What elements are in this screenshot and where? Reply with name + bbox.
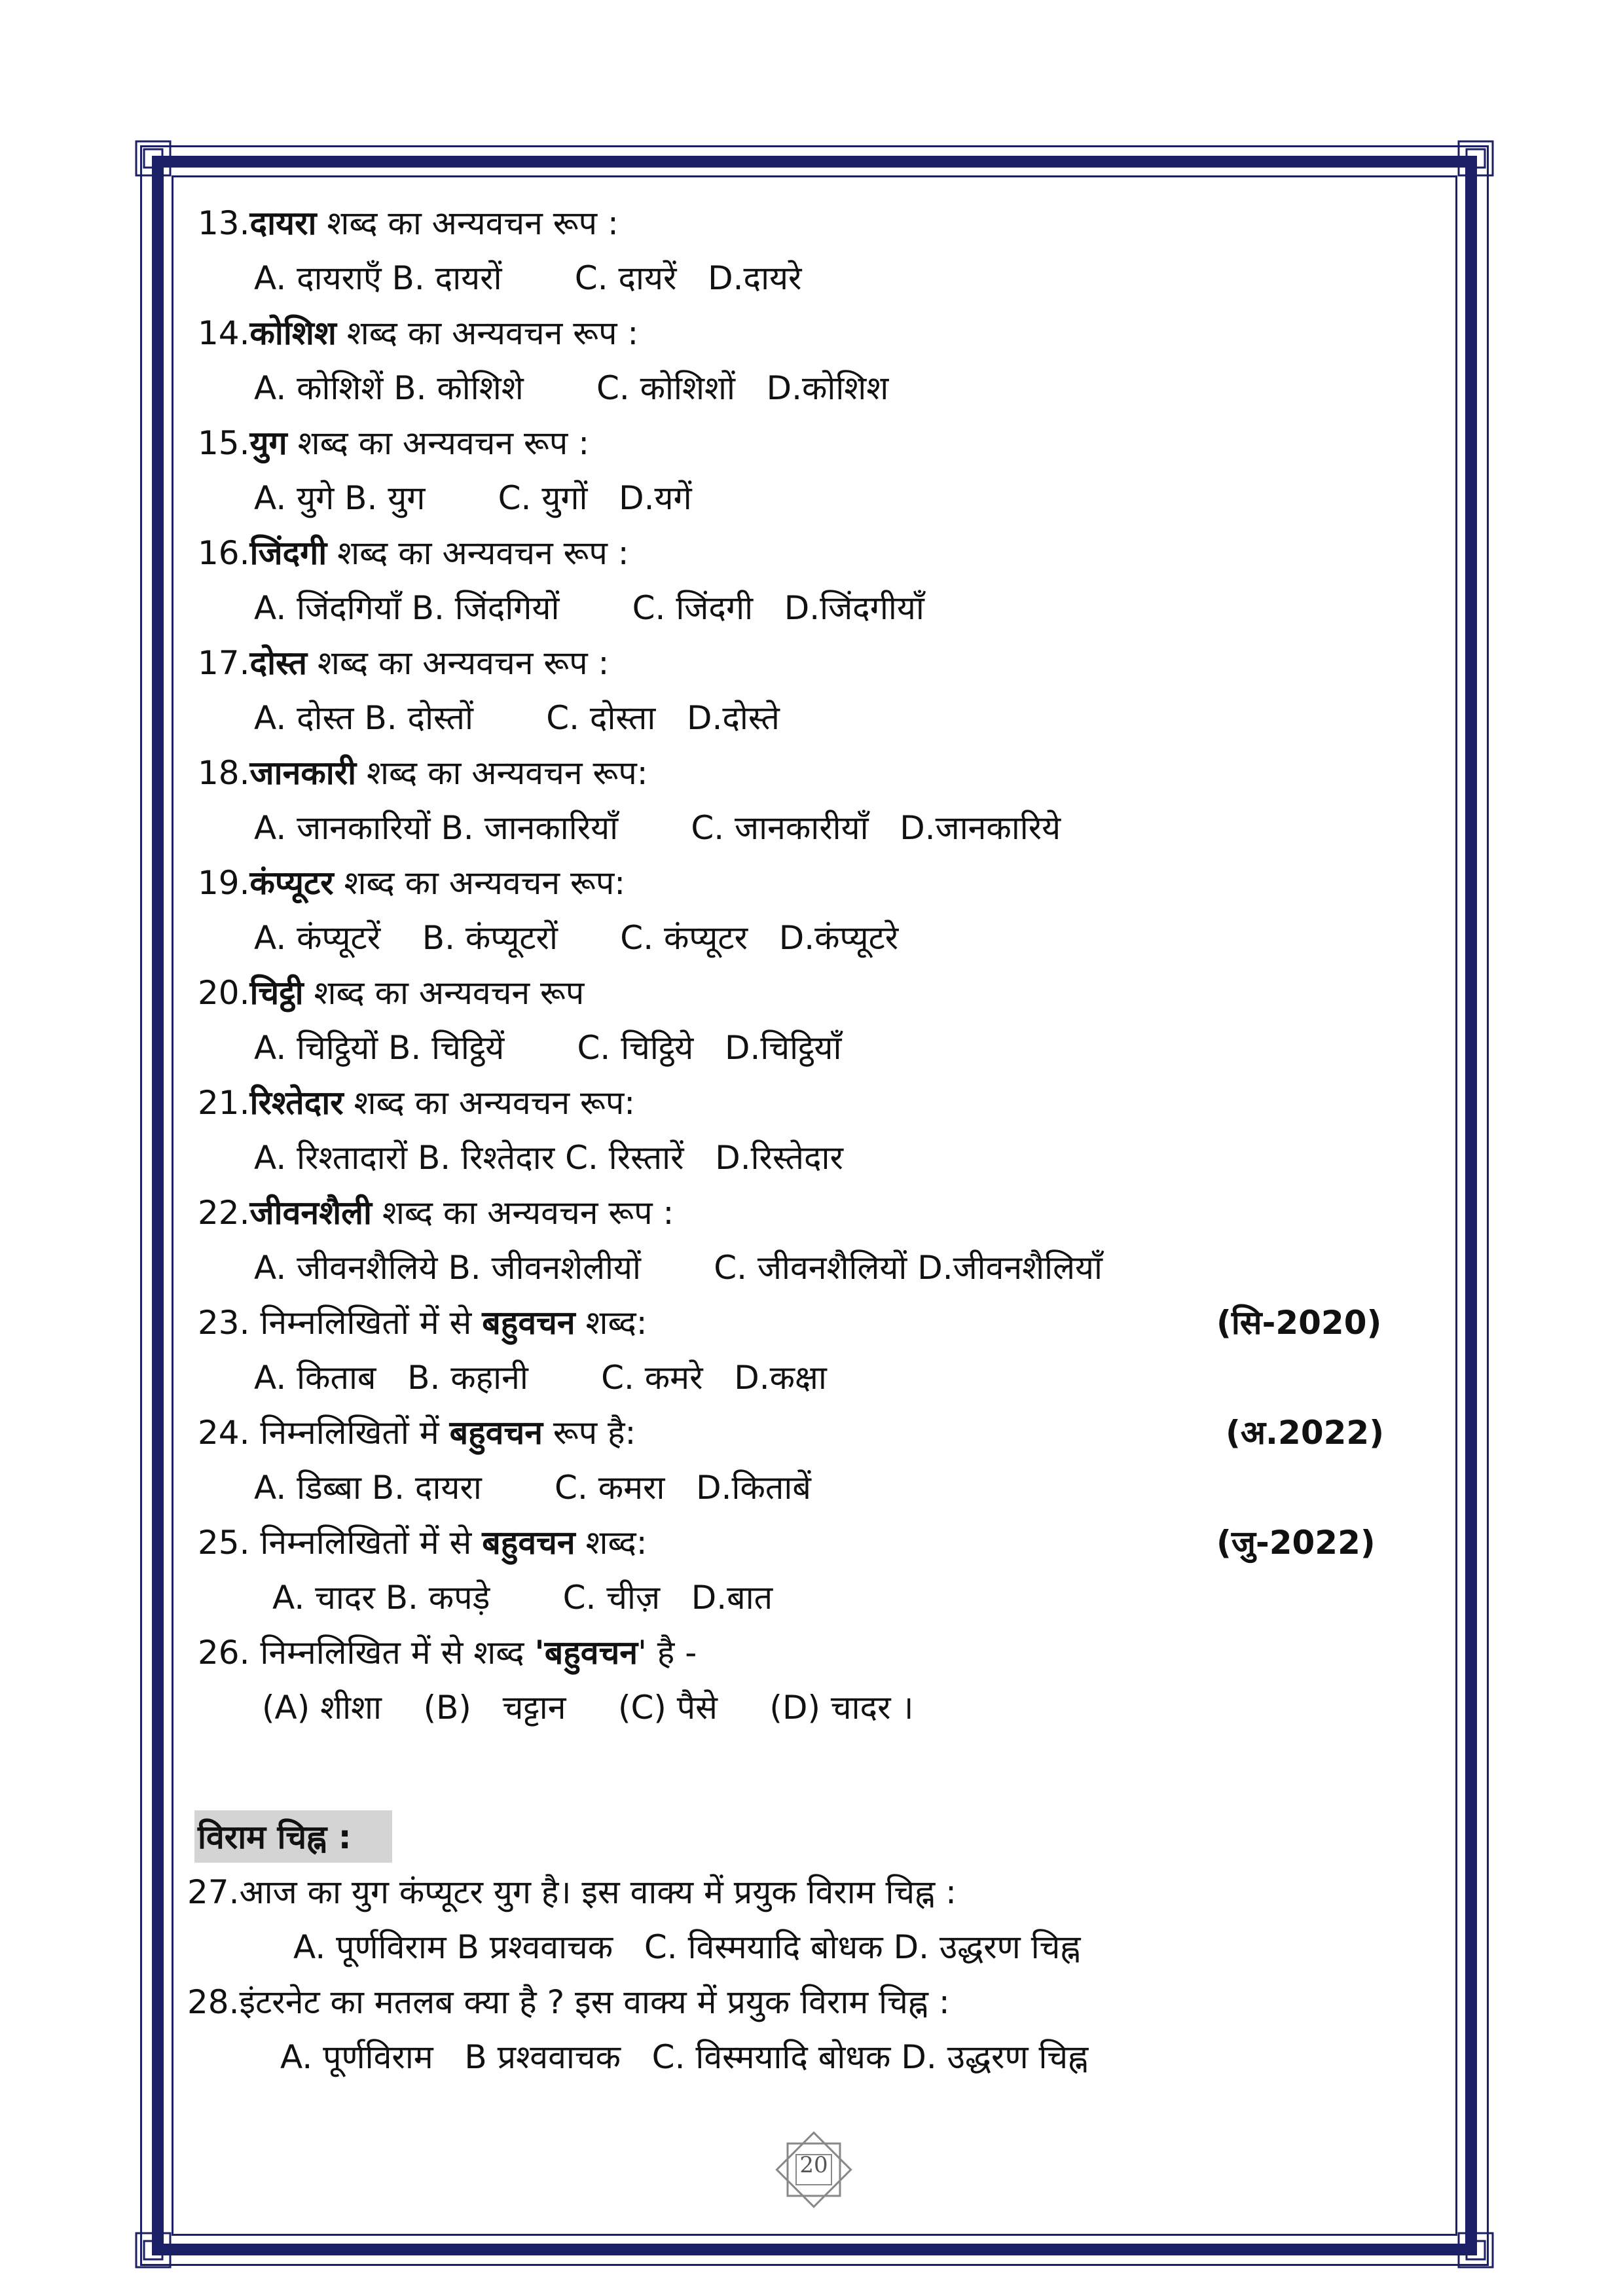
question-word: कोशिश xyxy=(249,314,337,352)
question-26 xyxy=(198,1630,697,1676)
question-number: 15. xyxy=(198,424,250,462)
question-stem: 23. निम्नलिखितों में से xyxy=(198,1304,483,1342)
question-16 xyxy=(198,530,629,576)
question-25-options: A. चादर B. कपड़े C. चीज़ D.बात xyxy=(272,1579,773,1617)
question-word: चिट्ठी xyxy=(249,974,304,1012)
question-stem: शब्द का अन्यवचन रूप xyxy=(303,974,585,1012)
question-word: जीवनशैली xyxy=(249,1194,372,1232)
question-stem: शब्द का अन्यवचन रूप : xyxy=(316,204,619,242)
question-19 xyxy=(198,860,625,906)
question-18 xyxy=(198,750,648,796)
question-stem: शब्द का अन्यवचन रूप: xyxy=(333,864,626,902)
question-27: 27.आज का युग कंप्यूटर युग है। इस वाक्य में प्रयुक विराम चिह्न : xyxy=(187,1873,957,1911)
question-keyword: बहुवचन xyxy=(482,1524,575,1562)
question-14-options: A. कोशिशें B. कोशिशे C. कोशिशों D.कोशिश xyxy=(254,369,889,407)
question-number: 19. xyxy=(198,864,250,902)
question-word: दोस्त xyxy=(249,644,307,682)
question-17 xyxy=(198,640,609,686)
exam-tag: (अ.2022) xyxy=(1226,1414,1385,1452)
question-stem-end: शब्द: xyxy=(575,1524,647,1562)
question-keyword: बहुवचन xyxy=(449,1414,543,1452)
question-15 xyxy=(198,420,589,466)
question-stem: शब्द का अन्यवचन रूप : xyxy=(336,314,639,352)
question-23 xyxy=(198,1300,647,1346)
question-stem: शब्द का अन्यवचन रूप : xyxy=(287,424,590,462)
question-stem: शब्द का अन्यवचन रूप : xyxy=(306,644,610,682)
question-number: 13. xyxy=(198,204,250,242)
question-number: 20. xyxy=(198,974,250,1012)
question-17-options: A. दोस्त B. दोस्तों C. दोस्ता D.दोस्ते xyxy=(254,699,780,737)
question-number: 21. xyxy=(198,1084,250,1122)
question-stem: 25. निम्नलिखितों में से xyxy=(198,1524,483,1562)
question-number: 22. xyxy=(198,1194,250,1232)
question-14 xyxy=(198,310,638,356)
question-16-options: A. जिंदगियाँ B. जिंदगियों C. जिंदगी D.जिंदगीयाँ xyxy=(254,589,924,627)
question-word: रिश्तेदार xyxy=(249,1084,344,1122)
question-21-options: A. रिश्तादारों B. रिश्तेदार C. रिस्तारें D.रिस्तेदार xyxy=(254,1139,843,1177)
question-stem: शब्द का अन्यवचन रूप: xyxy=(356,754,648,792)
question-18-options: A. जानकारियों B. जानकारियाँ C. जानकारीयाँ D.जानकारिये xyxy=(254,809,1061,847)
question-stem: 26. निम्नलिखित में से शब्द xyxy=(198,1634,535,1672)
question-stem-end: शब्द: xyxy=(575,1304,647,1342)
question-number: 17. xyxy=(198,644,250,682)
question-23-options: A. किताब B. कहानी C. कमरे D.कक्षा xyxy=(254,1359,827,1397)
question-21 xyxy=(198,1080,635,1126)
question-word: जिंदगी xyxy=(249,534,327,572)
question-number: 18. xyxy=(198,754,250,792)
question-22-options: A. जीवनशैलिये B. जीवनशेलीयों C. जीवनशैलियों D.जीवनशैलियाँ xyxy=(254,1249,1103,1287)
question-13 xyxy=(198,200,619,246)
question-stem: शब्द का अन्यवचन रूप : xyxy=(371,1194,674,1232)
question-stem: 24. निम्नलिखितों में xyxy=(198,1414,450,1452)
question-word: दायरा xyxy=(249,204,317,242)
question-24-options: A. डिब्बा B. दायरा C. कमरा D.किताबें xyxy=(254,1469,811,1507)
question-number: 14. xyxy=(198,314,250,352)
question-stem: शब्द का अन्यवचन रूप : xyxy=(327,534,629,572)
question-number: 16. xyxy=(198,534,250,572)
question-27-options: A. पूर्णविराम B प्रश्ववाचक C. विस्मयादि बोधक D. उद्धरण चिह्न xyxy=(293,1928,1081,1966)
question-word: कंप्यूटर xyxy=(249,864,334,902)
question-28-options: A. पूर्णविराम B प्रश्ववाचक C. विस्मयादि बोधक D. उद्धरण चिह्न xyxy=(280,2038,1089,2076)
question-word: युग xyxy=(249,424,287,462)
question-stem-end: ' है - xyxy=(638,1634,697,1672)
page-number: 20 xyxy=(799,2152,828,2178)
question-20 xyxy=(198,970,584,1016)
question-stem: शब्द का अन्यवचन रूप: xyxy=(343,1084,636,1122)
question-20-options: A. चिट्ठियों B. चिट्ठियें C. चिट्ठिये D.चिट्ठियाँ xyxy=(254,1029,842,1067)
exam-tag: (सि-2020) xyxy=(1216,1304,1382,1342)
question-26-options: (A) शीशा (B) चट्टान (C) पैसे (D) चादर । xyxy=(262,1689,914,1727)
exam-tag: (जु-2022) xyxy=(1216,1524,1376,1562)
question-13-options: A. दायराएँ B. दायरों C. दायरें D.दायरे xyxy=(254,259,802,297)
question-25 xyxy=(198,1520,647,1566)
question-word: जानकारी xyxy=(249,754,357,792)
section-heading: विराम चिह्न : xyxy=(198,1818,352,1856)
question-keyword: 'बहुवचन xyxy=(534,1634,638,1672)
question-stem-end: रूप है: xyxy=(542,1414,636,1452)
question-24 xyxy=(198,1410,636,1456)
question-19-options: A. कंप्यूटरें B. कंप्यूटरों C. कंप्यूटर D.कंप्यूटरे xyxy=(254,919,899,957)
question-15-options: A. युगे B. युग C. युगों D.यगें xyxy=(254,479,692,517)
question-keyword: बहुवचन xyxy=(482,1304,575,1342)
question-22 xyxy=(198,1190,674,1236)
question-28: 28.इंटरनेट का मतलब क्या है ? इस वाक्य में प्रयुक विराम चिह्न : xyxy=(187,1983,950,2021)
